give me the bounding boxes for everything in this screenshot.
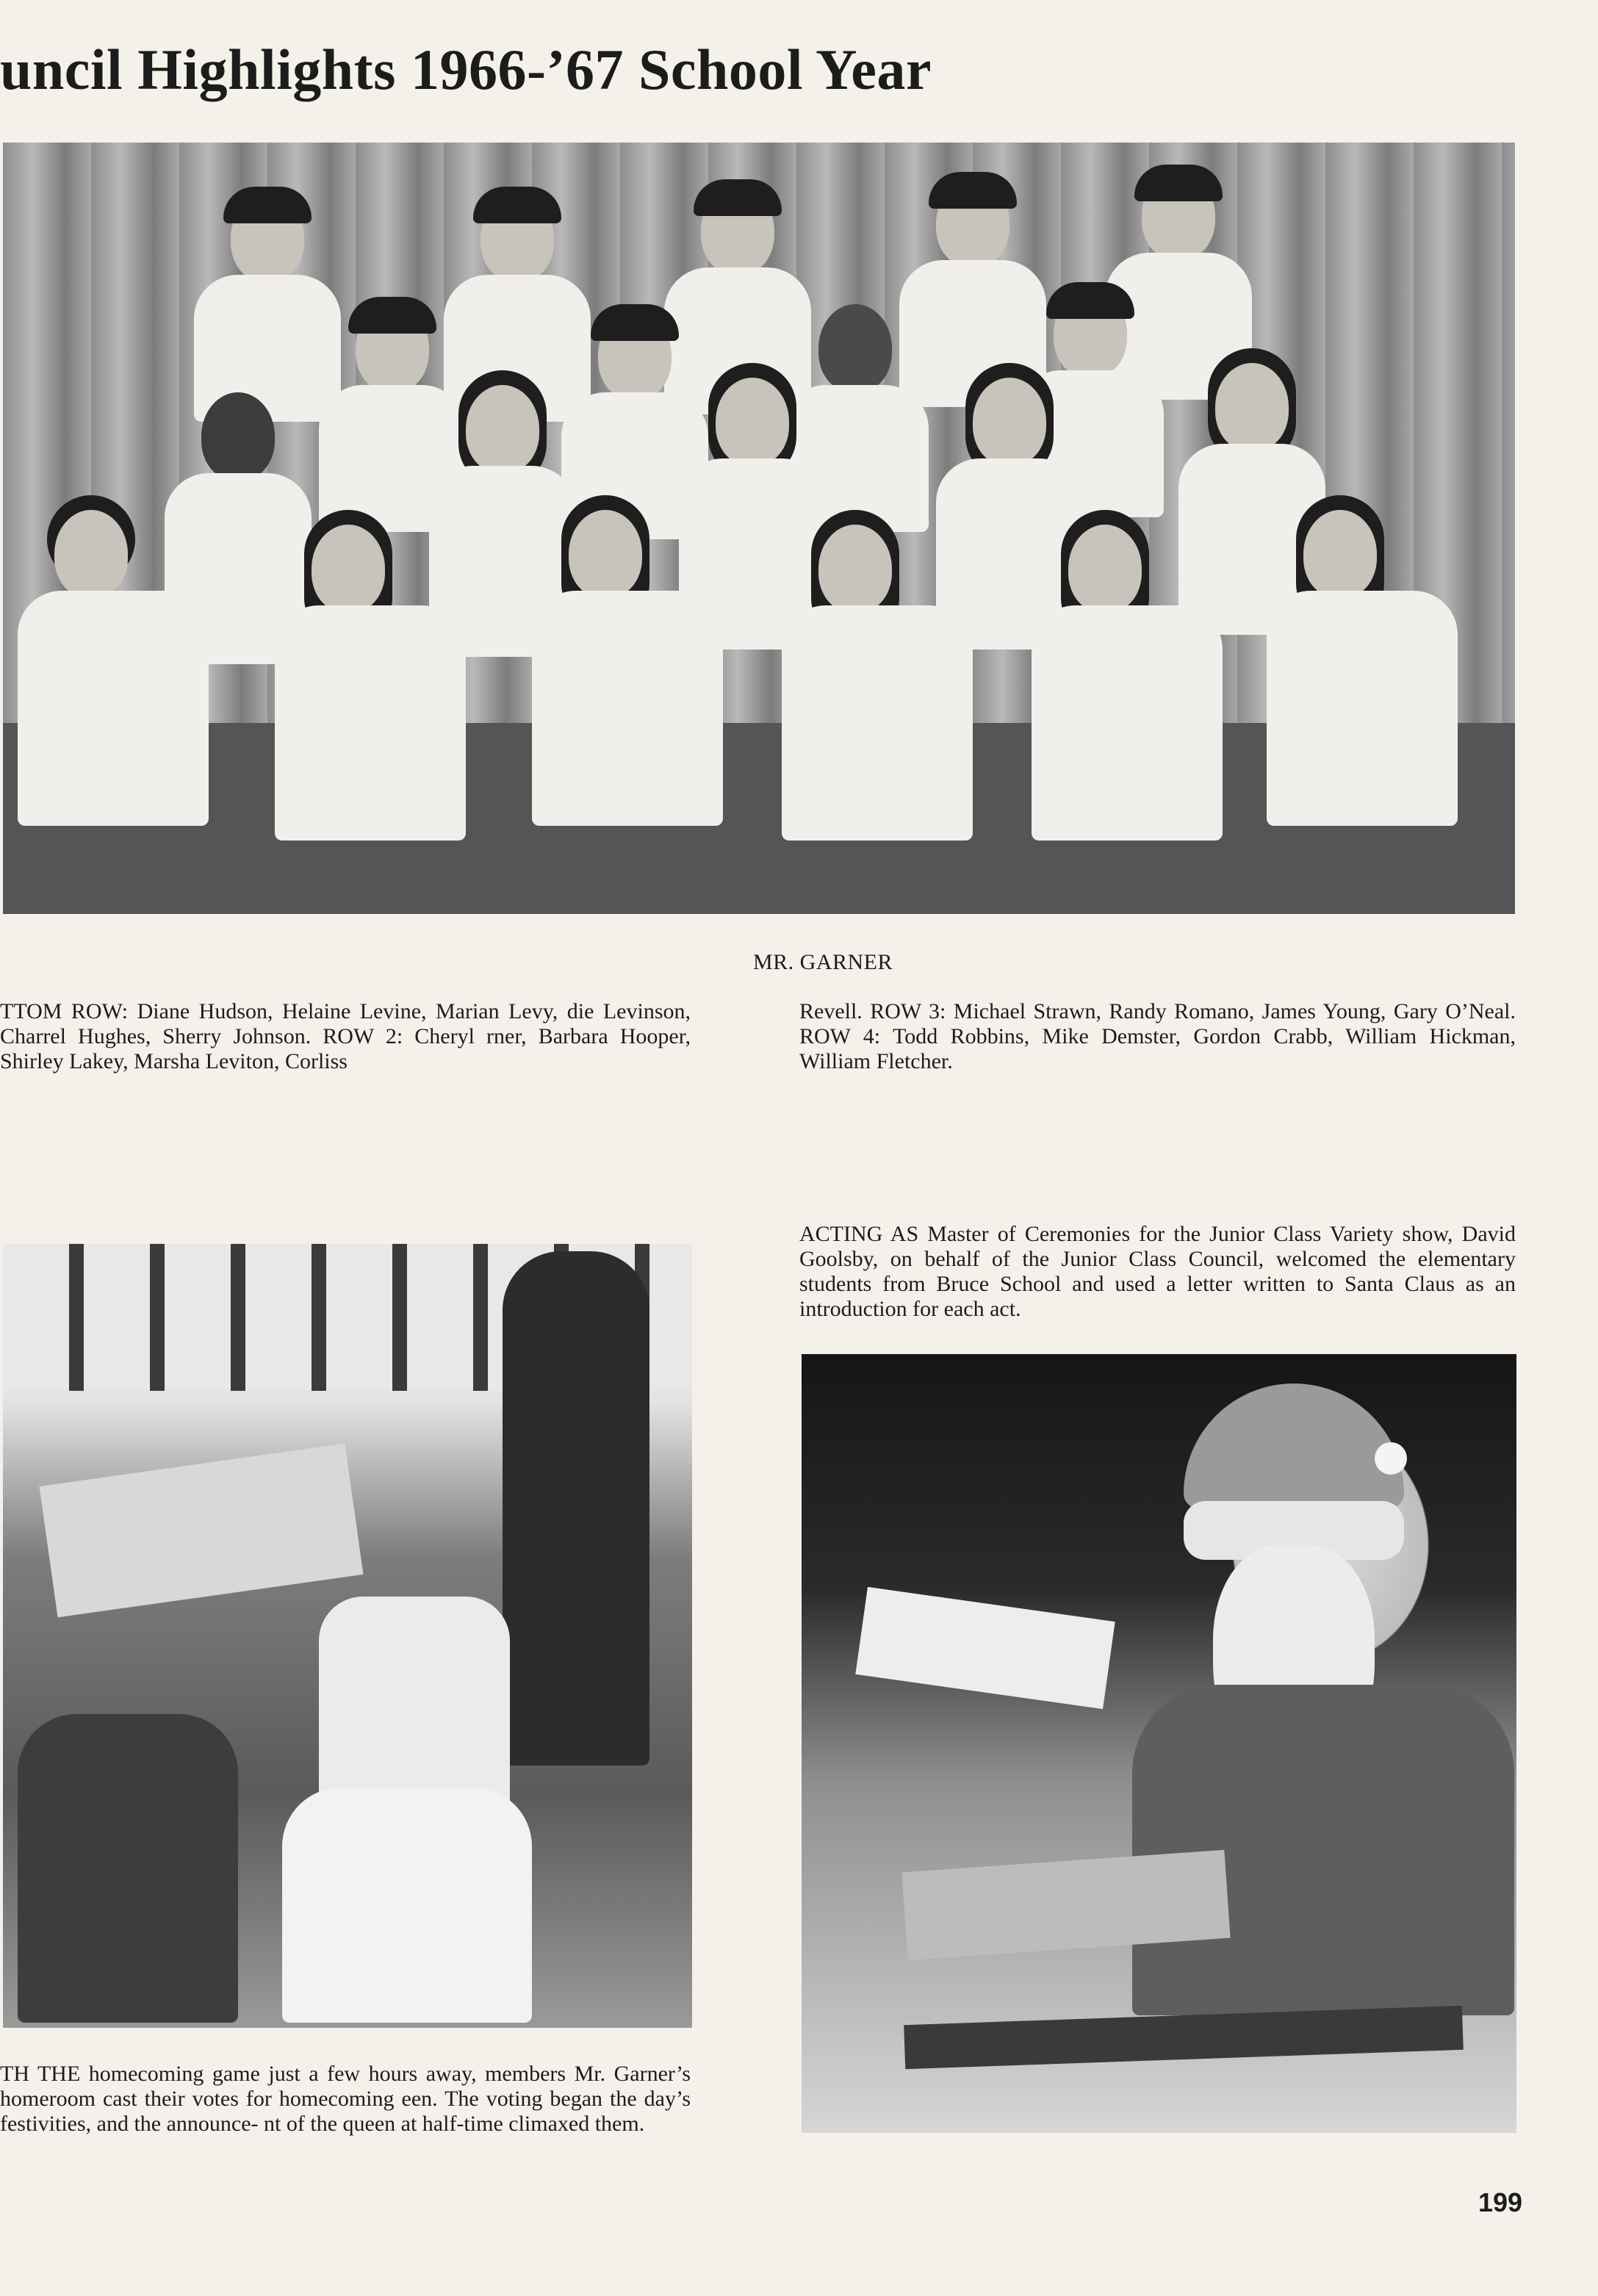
santa-suit xyxy=(1132,1685,1514,2015)
group-caption-left: TTOM ROW: Diane Hudson, Helaine Levine, Marian Levy, die Levinson, Charrel Hughes, Sherry Johnson. ROW 2: Cheryl rner, Barbara Hooper, Shirley Lakey, Marsha Leviton, Corliss xyxy=(0,999,691,1073)
student-hair xyxy=(591,304,679,341)
homecoming-caption: TH THE homecoming game just a few hours away, members Mr. Garner’s homeroom cast their votes for homecoming een. The voting began the day’s festivities, and the announce- nt of the queen at half-time climaxed them. xyxy=(0,2062,691,2136)
student-shirt xyxy=(1267,591,1458,826)
santa-caption: ACTING AS Master of Ceremonies for the Junior Class Variety show, David Goolsby, on behalf of the Junior Class Council, welcomed the elementary students from Bruce School and used a letter written to Santa Claus as an introduction for each act. xyxy=(799,1222,1516,1321)
student-head xyxy=(818,304,892,392)
student-head xyxy=(466,385,539,473)
student-shirt xyxy=(18,591,209,826)
group-caption-right: Revell. ROW 3: Michael Strawn, Randy Romano, James Young, Gary O’Neal. ROW 4: Todd Robbins, Mike Demster, Gordon Crabb, William Hickman, William Fletcher. xyxy=(799,999,1516,1073)
student-shirt xyxy=(275,605,466,841)
student-head xyxy=(1068,525,1142,613)
student-head xyxy=(569,510,642,598)
student-hair xyxy=(348,297,436,334)
gift-box xyxy=(855,1587,1115,1709)
student-shirt xyxy=(782,605,973,841)
desk xyxy=(40,1444,364,1618)
santa-claus-photo xyxy=(802,1354,1516,2133)
student-head xyxy=(312,525,385,613)
advisor-caption: MR. GARNER xyxy=(752,950,893,974)
student-head xyxy=(1303,510,1377,598)
student-head xyxy=(818,525,892,613)
page-number: 199 xyxy=(1478,2187,1523,2217)
student-head xyxy=(716,378,789,466)
homeroom-voting-photo xyxy=(3,1244,692,2028)
council-group-photo xyxy=(3,143,1515,914)
student-shirt xyxy=(1032,605,1223,841)
student-hair xyxy=(694,179,782,216)
student-hair xyxy=(1134,165,1223,201)
toy-xylophone xyxy=(904,2006,1464,2069)
student-hair xyxy=(929,172,1017,209)
standing-student xyxy=(503,1251,649,1766)
student-shirt xyxy=(532,591,723,826)
student-head xyxy=(54,510,128,598)
student-shirt xyxy=(194,275,341,422)
seated-student xyxy=(18,1714,238,2023)
student-head xyxy=(1215,363,1289,451)
santa-hat xyxy=(1184,1383,1404,1508)
student-hair xyxy=(1046,282,1134,319)
hat-pompom xyxy=(1375,1442,1407,1475)
seated-student xyxy=(282,1788,532,2023)
student-hair xyxy=(473,187,561,223)
student-head xyxy=(973,378,1046,466)
student-hair xyxy=(223,187,312,223)
page-title: uncil Highlights 1966-’67 School Year xyxy=(0,37,932,101)
student-head xyxy=(201,392,275,481)
